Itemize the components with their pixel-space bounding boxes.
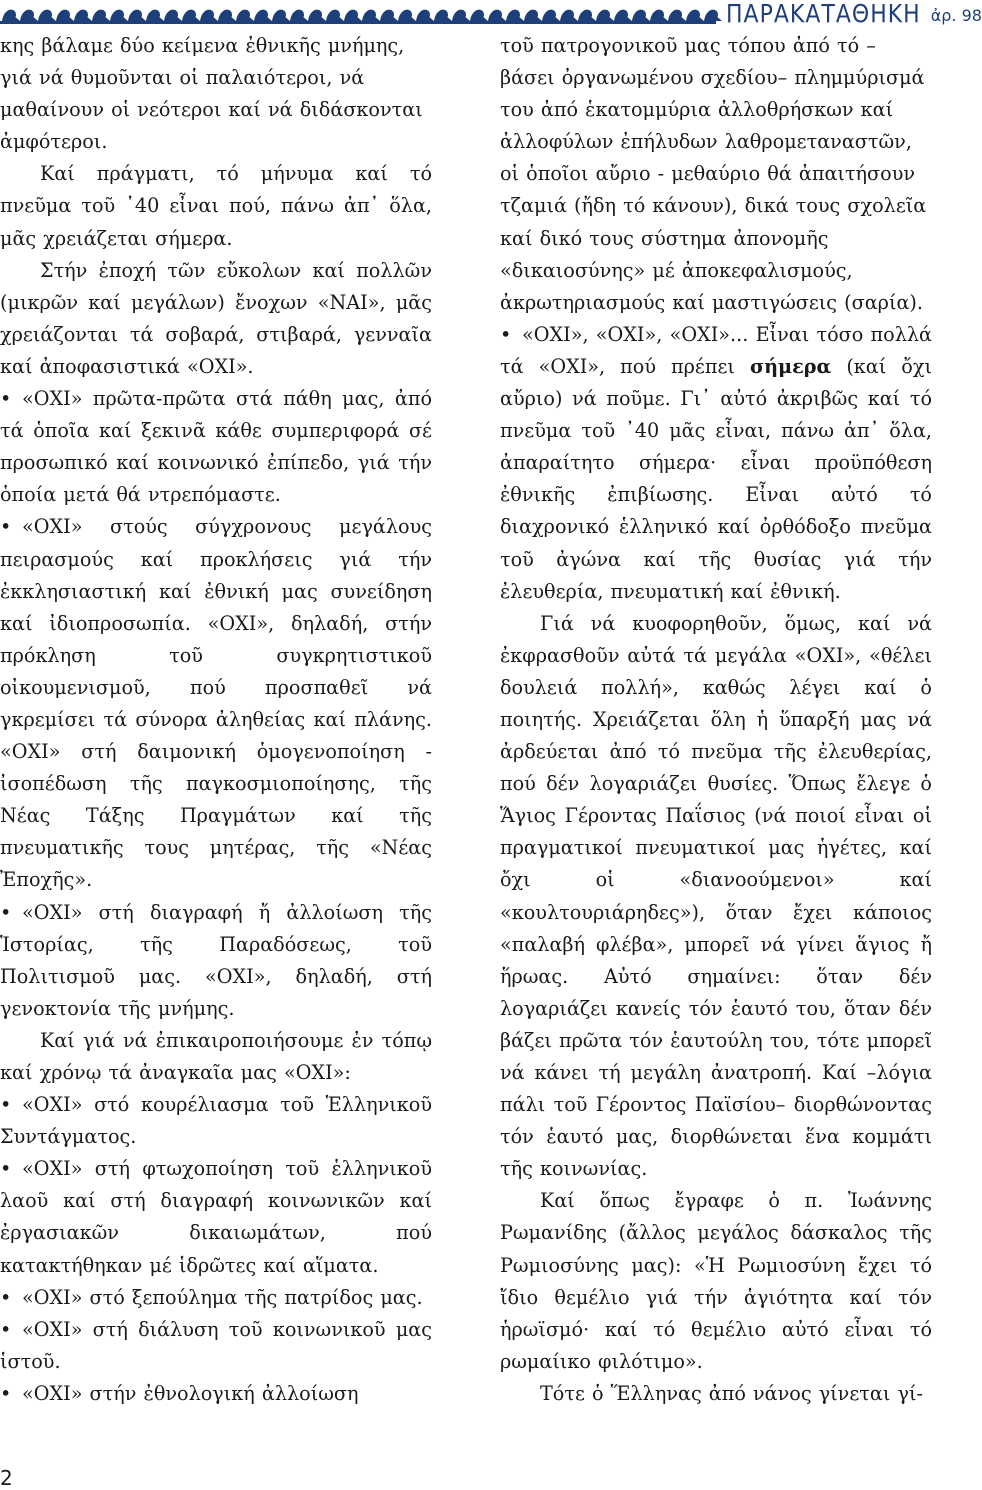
paragraph: Τότε ὁ Ἕλληνας ἀπό νάνος γίνεται γί- (540, 1381, 923, 1405)
magazine-title: ΠΑΡΑΚΑΤΑΘΗΚΗ (726, 0, 921, 29)
issue-number: ἀρ. 98 (930, 6, 982, 25)
wave-ornament (650, 10, 668, 21)
wave-ornament (362, 10, 380, 21)
bullet-paragraph: • «ΟΧΙ» στό κουρέλιασμα τοῦ Ἑλληνικοῦ Συντάγματος. (0, 1089, 432, 1153)
wave-ornament (560, 10, 578, 21)
wave-ornament (632, 10, 650, 21)
wave-ornament (506, 10, 524, 21)
wave-ornament (596, 10, 614, 21)
wave-ornament (20, 10, 38, 21)
wave-ornament (344, 10, 362, 21)
wave-ornament (380, 10, 398, 21)
wave-ornament (668, 10, 686, 21)
emphasis-text: σήμερα (749, 354, 832, 378)
wave-ornament (128, 10, 146, 21)
wave-ornament (704, 10, 722, 21)
wave-ornament (416, 10, 434, 21)
wave-ornament (218, 10, 236, 21)
wave-ornament (92, 10, 110, 21)
wave-ornament (578, 10, 596, 21)
bullet-paragraph: • «ΟΧΙ» στήν ἐθνολογική ἀλλοίωση (0, 1378, 432, 1410)
bullet-paragraph: • «ΟΧΙ» στή διαγραφή ἤ ἀλλοίωση τῆς Ἱστορίας, τῆς Παραδόσεως, τοῦ Πολιτισμοῦ μας. «ΟΧΙ», δηλαδή, στή γενοκτονία τῆς μνήμης. (0, 897, 432, 1025)
wave-ornament (434, 10, 452, 21)
wave-ornament (614, 10, 632, 21)
wave-ornament (686, 10, 704, 21)
wave-ornament (38, 10, 56, 21)
wave-ornament (146, 10, 164, 21)
paragraph: Στήν ἐποχή τῶν εὔκολων καί πολλῶν (μικρῶν καί μεγάλων) ἔνοχων «ΝΑΙ», μᾶς χρειάζονται τά σοβαρά, στιβαρά, γενναῖα καί ἀποφασιστικά «ΟΧΙ». (0, 258, 432, 378)
paragraph: τοῦ πατρογονικοῦ μας τόπου ἀπό τό – βάσει ὀργανωμένου σχεδίου– πλημμύρισμά του ἀπό ἑκατομμύρια ἀλλοθρήσκων καί ἀλλοφύλων ἐπήλυδων λαθρομεταναστῶν, οἱ ὁποῖοι αὔριο - μεθαύριο θά ἀπαιτήσουν τζαμιά (ἤδη τό κάνουν), δικά τους σχολεῖα καί δικό τους σύστημα ἀπονομῆς «δικαιοσύνης» μέ ἀποκεφαλισμούς, ἀκρωτηριασμούς καί μαστιγώσεις (σαρία). (500, 34, 927, 314)
wave-ornament (236, 10, 254, 21)
text-run: (καί ὄχι αὔριο) νά ποῦμε. Γι᾽ αὐτό ἀκριβῶς καί τό πνεῦμα τοῦ ᾽40 μᾶς εἶναι, πάνω ἀπ᾽ ὅλα, ἀπαραίτητο σήμερα· εἶναι προϋπόθεση ἐθνικῆς ἐπιβίωσης. Εἶναι αὐτό τό διαχρονικό ἑλληνικό καί ὀρθόδοξο πνεῦμα τοῦ ἀγώνα καί τῆς θυσίας γιά τήν ἐλευθερία, πνευματική καί ἐθνική. (500, 354, 933, 603)
wave-ornament (164, 10, 182, 21)
wave-ornament (326, 10, 344, 21)
paragraph: κης βάλαμε δύο κείμενα ἐθνικῆς μνήμης, γιά νά θυμοῦνται οἱ παλαιότεροι, νά μαθαίνουν οἱ νεότεροι καί νά διδάσκονται ἀμφότεροι. (0, 34, 423, 154)
bullet-paragraph: • «ΟΧΙ» στή φτωχοποίηση τοῦ ἑλληνικοῦ λαοῦ καί στή διαγραφή κοινωνικῶν καί ἐργασιακῶν δικαιωμάτων, πού κατακτήθηκαν μέ ἱδρῶτες καί αἵματα. (0, 1153, 432, 1281)
paragraph: Καί ὅπως ἔγραφε ὁ π. Ἰωάννης Ρωμανίδης (ἄλλος μεγάλος δάσκαλος τῆς Ρωμιοσύνης μας): «Ἡ Ρωμιοσύνη ἔχει τό ἴδιο θεμέλιο γιά τήν ἁγιότητα καί τόν ἡρωϊσμό· καί τό θεμέλιο αὐτό εἶναι τό ρωμαίικο φιλότιμο». (500, 1189, 932, 1373)
bullet-paragraph: • «ΟΧΙ» στούς σύγχρονους μεγάλους πειρασμούς καί προκλήσεις γιά τήν ἐκκλησιαστική καί ἐθνική μας συνείδηση καί ἰδιοπροσωπία. «ΟΧΙ», δηλαδή, στήν πρόκληση τοῦ συγκρητιστικοῦ οἰκουμενισμοῦ, πού προσπαθεῖ νά γκρεμίσει τά σύνορα ἀληθείας καί πλάνης. «ΟΧΙ» στή δαιμονική ὁμογενοποίηση - ἰσοπέδωση τῆς παγκοσμιοποίησης, τῆς Νέας Τάξης Πραγμάτων καί τῆς πνευματικῆς τους μητέρας, τῆς «Νέας Ἐποχῆς». (0, 511, 432, 896)
wave-ornament (398, 10, 416, 21)
wave-ornament (74, 10, 92, 21)
page-number: 2 (0, 1466, 13, 1490)
wave-ornament (2, 10, 20, 21)
wave-ornament (272, 10, 290, 21)
ornament-baseline (0, 21, 716, 24)
wave-ornament (56, 10, 74, 21)
wave-ornament (488, 10, 506, 21)
wave-ornament (110, 10, 128, 21)
paragraph: Καί γιά νά ἐπικαιροποιήσουμε ἐν τόπῳ καί χρόνῳ τά ἀναγκαῖα μας «ΟΧΙ»: (0, 1028, 432, 1084)
page-header (0, 0, 982, 30)
wave-ornament (452, 10, 470, 21)
bullet-paragraph: • «ΟΧΙ» στή διάλυση τοῦ κοινωνικοῦ μας ἱστοῦ. (0, 1314, 432, 1378)
wave-ornament (470, 10, 488, 21)
wave-ornament (182, 10, 200, 21)
text-run: «ΟΧΙ», «ΟΧΙ», «ΟΧΙ»... Εἶναι τόσο πολλά τά «ΟΧΙ», πού πρέπει (500, 322, 932, 378)
wave-ornament (290, 10, 308, 21)
wave-ornament (542, 10, 560, 21)
wave-ornament (254, 10, 272, 21)
bullet-paragraph (500, 319, 932, 608)
wave-ornament (524, 10, 542, 21)
masthead (726, 0, 982, 30)
paragraph: Γιά νά κυοφορηθοῦν, ὅμως, καί νά ἐκφρασθοῦν αὐτά τά μεγάλα «ΟΧΙ», «θέλει δουλειά πολλή», καθώς λέγει καί ὁ ποιητής. Χρειάζεται ὅλη ἡ ὕπαρξή μας νά ἀρδεύεται ἀπό τό πνεῦμα τῆς ἐλευθερίας, πού δέν λογαριάζει θυσίες. Ὅπως ἔλεγε ὁ Ἅγιος Γέροντας Παΐσιος (νά ποιοί εἶναι οἱ πραγματικοί πνευματικοί μας ἡγέτες, καί ὄχι οἱ «διανοούμενοι» καί «κουλτουριάρηδες»), ὅταν ἔχει κάποιος «παλαβή φλέβα», μπορεῖ νά γίνει ἅγιος ἤ ἥρωας. Αὐτό σημαίνει: ὅταν δέν λογαριάζει κανείς τόν ἑαυτό του, ὅταν δέν βάζει πρῶτα τόν ἑαυτούλη του, τότε μπορεῖ νά κάνει τή μεγάλη ἀνατροπή. Καί –λόγια πάλι τοῦ Γέροντος Παϊσίου– διορθώνοντας τόν ἑαυτό μας, διορθώνεται ἕνα κομμάτι τῆς κοινωνίας. (500, 611, 932, 1181)
bullet-paragraph: • «ΟΧΙ» πρῶτα-πρῶτα στά πάθη μας, ἀπό τά ὁποῖα καί ξεκινᾶ κάθε συμπεριφορά σέ προσωπικό καί κοινωνικό ἐπίπεδο, γιά τήν ὁποία μετά θά ντρεπόμαστε. (0, 383, 432, 511)
decorative-border-pattern (0, 5, 716, 25)
left-column (0, 30, 432, 1410)
bullet-paragraph: • «ΟΧΙ» στό ξεπούλημα τῆς πατρίδος μας. (0, 1282, 432, 1314)
wave-ornament (308, 10, 326, 21)
paragraph: Καί πράγματι, τό μήνυμα καί τό πνεῦμα τοῦ ᾽40 εἶναι πού, πάνω ἀπ᾽ ὅλα, μᾶς χρειάζεται σήμερα. (0, 162, 432, 250)
right-column (500, 30, 932, 1410)
wave-ornament (200, 10, 218, 21)
